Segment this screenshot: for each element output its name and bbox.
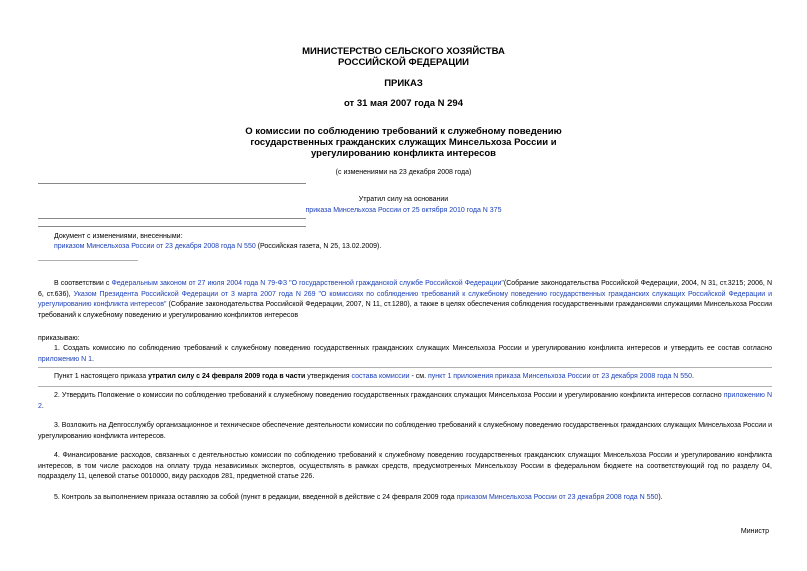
note-1-bold: утратил силу с 24 февраля 2009 года в части xyxy=(148,373,306,380)
ministry-line-2: РОССИЙСКОЙ ФЕДЕРАЦИИ xyxy=(337,57,469,68)
commission-composition-link[interactable]: состава комиссии xyxy=(351,373,410,380)
item-2-text: 2. Утвердить Положение о комиссии по соблюдению требований к служебному поведению государственных гражданских служащих Минсельхоза России и урегулированию конфликта интересов согласно xyxy=(54,392,724,399)
amend-line xyxy=(54,242,381,252)
item-1 xyxy=(38,344,772,365)
federal-law-link[interactable]: Федеральным законом от 27 июля 2004 года N 79-ФЗ "О государственной гражданской службе Российской Федерации" xyxy=(111,280,504,287)
note-1-text: - см. xyxy=(409,373,429,380)
item-3: 3. Возложить на Депгосслужбу организационное и техническое обеспечение деятельности комиссии по соблюдению требований к служебному поведению государственных гражданских служащих Минсельхоза России и урегулированию конфликта интересов. xyxy=(38,422,772,440)
order-word: приказываю: xyxy=(38,335,80,342)
note-1-text: утверждения xyxy=(305,373,352,380)
signature: Министр xyxy=(740,528,769,535)
presidential-decree-link[interactable]: Указом Президента Российской Федерации от 3 марта 2007 года N 269 "О комиссиях по соблюдению требований к служебному поведению государственных гражданских служащих Российской Федерации и урегулированию конфликта интересов" xyxy=(38,290,772,308)
divider xyxy=(38,386,772,387)
item-2-end: . xyxy=(41,402,44,410)
doc-title-3: урегулированию конфликта интересов xyxy=(310,148,497,159)
appendix-item-link[interactable]: пункт 1 приложения приказа Минсельхоза России от 23 декабря 2008 года N 550 xyxy=(428,373,692,380)
divider xyxy=(38,367,772,368)
changes-note: (с изменениями на 23 декабря 2008 года) xyxy=(335,169,472,176)
doc-date: от 31 мая 2007 года N 294 xyxy=(343,98,464,109)
appendix-1-link[interactable]: приложению N 1 xyxy=(38,355,93,363)
item-1-end: . xyxy=(92,355,94,363)
note-1-end: . xyxy=(691,373,694,380)
divider xyxy=(38,226,306,227)
amend-order-link[interactable]: приказом Минсельхоза России от 23 декабря 2008 года N 550 xyxy=(54,243,256,250)
item-4: 4. Финансирование расходов, связанных с деятельностью комиссии по соблюдению требований к служебному поведению государственных гражданских служащих Минсельхоза России и урегулированию конфликта интересов, в том числе расходов на оплату труда независимых экспертов, осуществлять в рамках средств, предусмотренных Минсельхозу России в федеральном бюджете на соответствующий год по разделу 04, подразделу 11, целевой статье 0010000, виду расходов 281, предметной статье 226. xyxy=(38,452,772,480)
item-5-end: ). xyxy=(658,494,663,501)
doc-title-2: государственных гражданских служащих Минсельхоза России и xyxy=(250,137,557,148)
amend-tail: (Российская газета, N 25, 13.02.2009). xyxy=(255,243,382,250)
note-1-text: Пункт 1 настоящего приказа xyxy=(54,373,149,380)
amend-heading: Документ с изменениями, внесенными: xyxy=(54,233,183,240)
appendix-2-link[interactable]: приложению N 2 xyxy=(38,392,772,410)
doc-type: ПРИКАЗ xyxy=(384,78,423,89)
doc-title-1: О комиссии по соблюдению требований к служебному поведению xyxy=(245,126,562,137)
amend-order-link-2[interactable]: приказом Минсельхоза России от 23 декабря 2008 года N 550 xyxy=(456,494,659,501)
preamble xyxy=(38,279,772,321)
expired-notice: Утратил силу на основании xyxy=(358,196,449,203)
divider xyxy=(38,218,306,219)
preamble-text: В соответствии с xyxy=(54,280,112,287)
item-5 xyxy=(38,493,772,504)
item-5-text: 5. Контроль за выполнением приказа оставляю за собой (пункт в редакции, введенной в действие с 24 февраля 2009 года xyxy=(54,494,457,501)
preamble-text: (Собрание законодательства Российской Федерации, 2004, N 31, ст.3215; 2006, N 6, ст.636), xyxy=(38,280,772,298)
ministry-line-1: МИНИСТЕРСТВО СЕЛЬСКОГО ХОЗЯЙСТВА xyxy=(302,46,505,57)
divider xyxy=(38,183,306,184)
item-1-text: 1. Создать комиссию по соблюдению требований к служебному поведению государственных гражданских служащих Минсельхоза России и урегулированию конфликта интересов и утвердить ее состав согласно xyxy=(54,345,772,352)
expired-order-link[interactable]: приказа Минсельхоза России от 25 октября 2010 года N 375 xyxy=(305,207,502,214)
note-1 xyxy=(38,372,772,383)
divider xyxy=(38,260,138,261)
preamble-text: (Собрание законодательства Российской Федерации, 2007, N 11, ст.1280), а также в целях обеспечения соблюдения государственными гражданскими служащими Минсельхоза России требований к служебному поведению и урегулированию конфликтов интересов xyxy=(38,301,772,319)
expired-link-wrap xyxy=(0,206,807,216)
item-2 xyxy=(38,391,772,412)
